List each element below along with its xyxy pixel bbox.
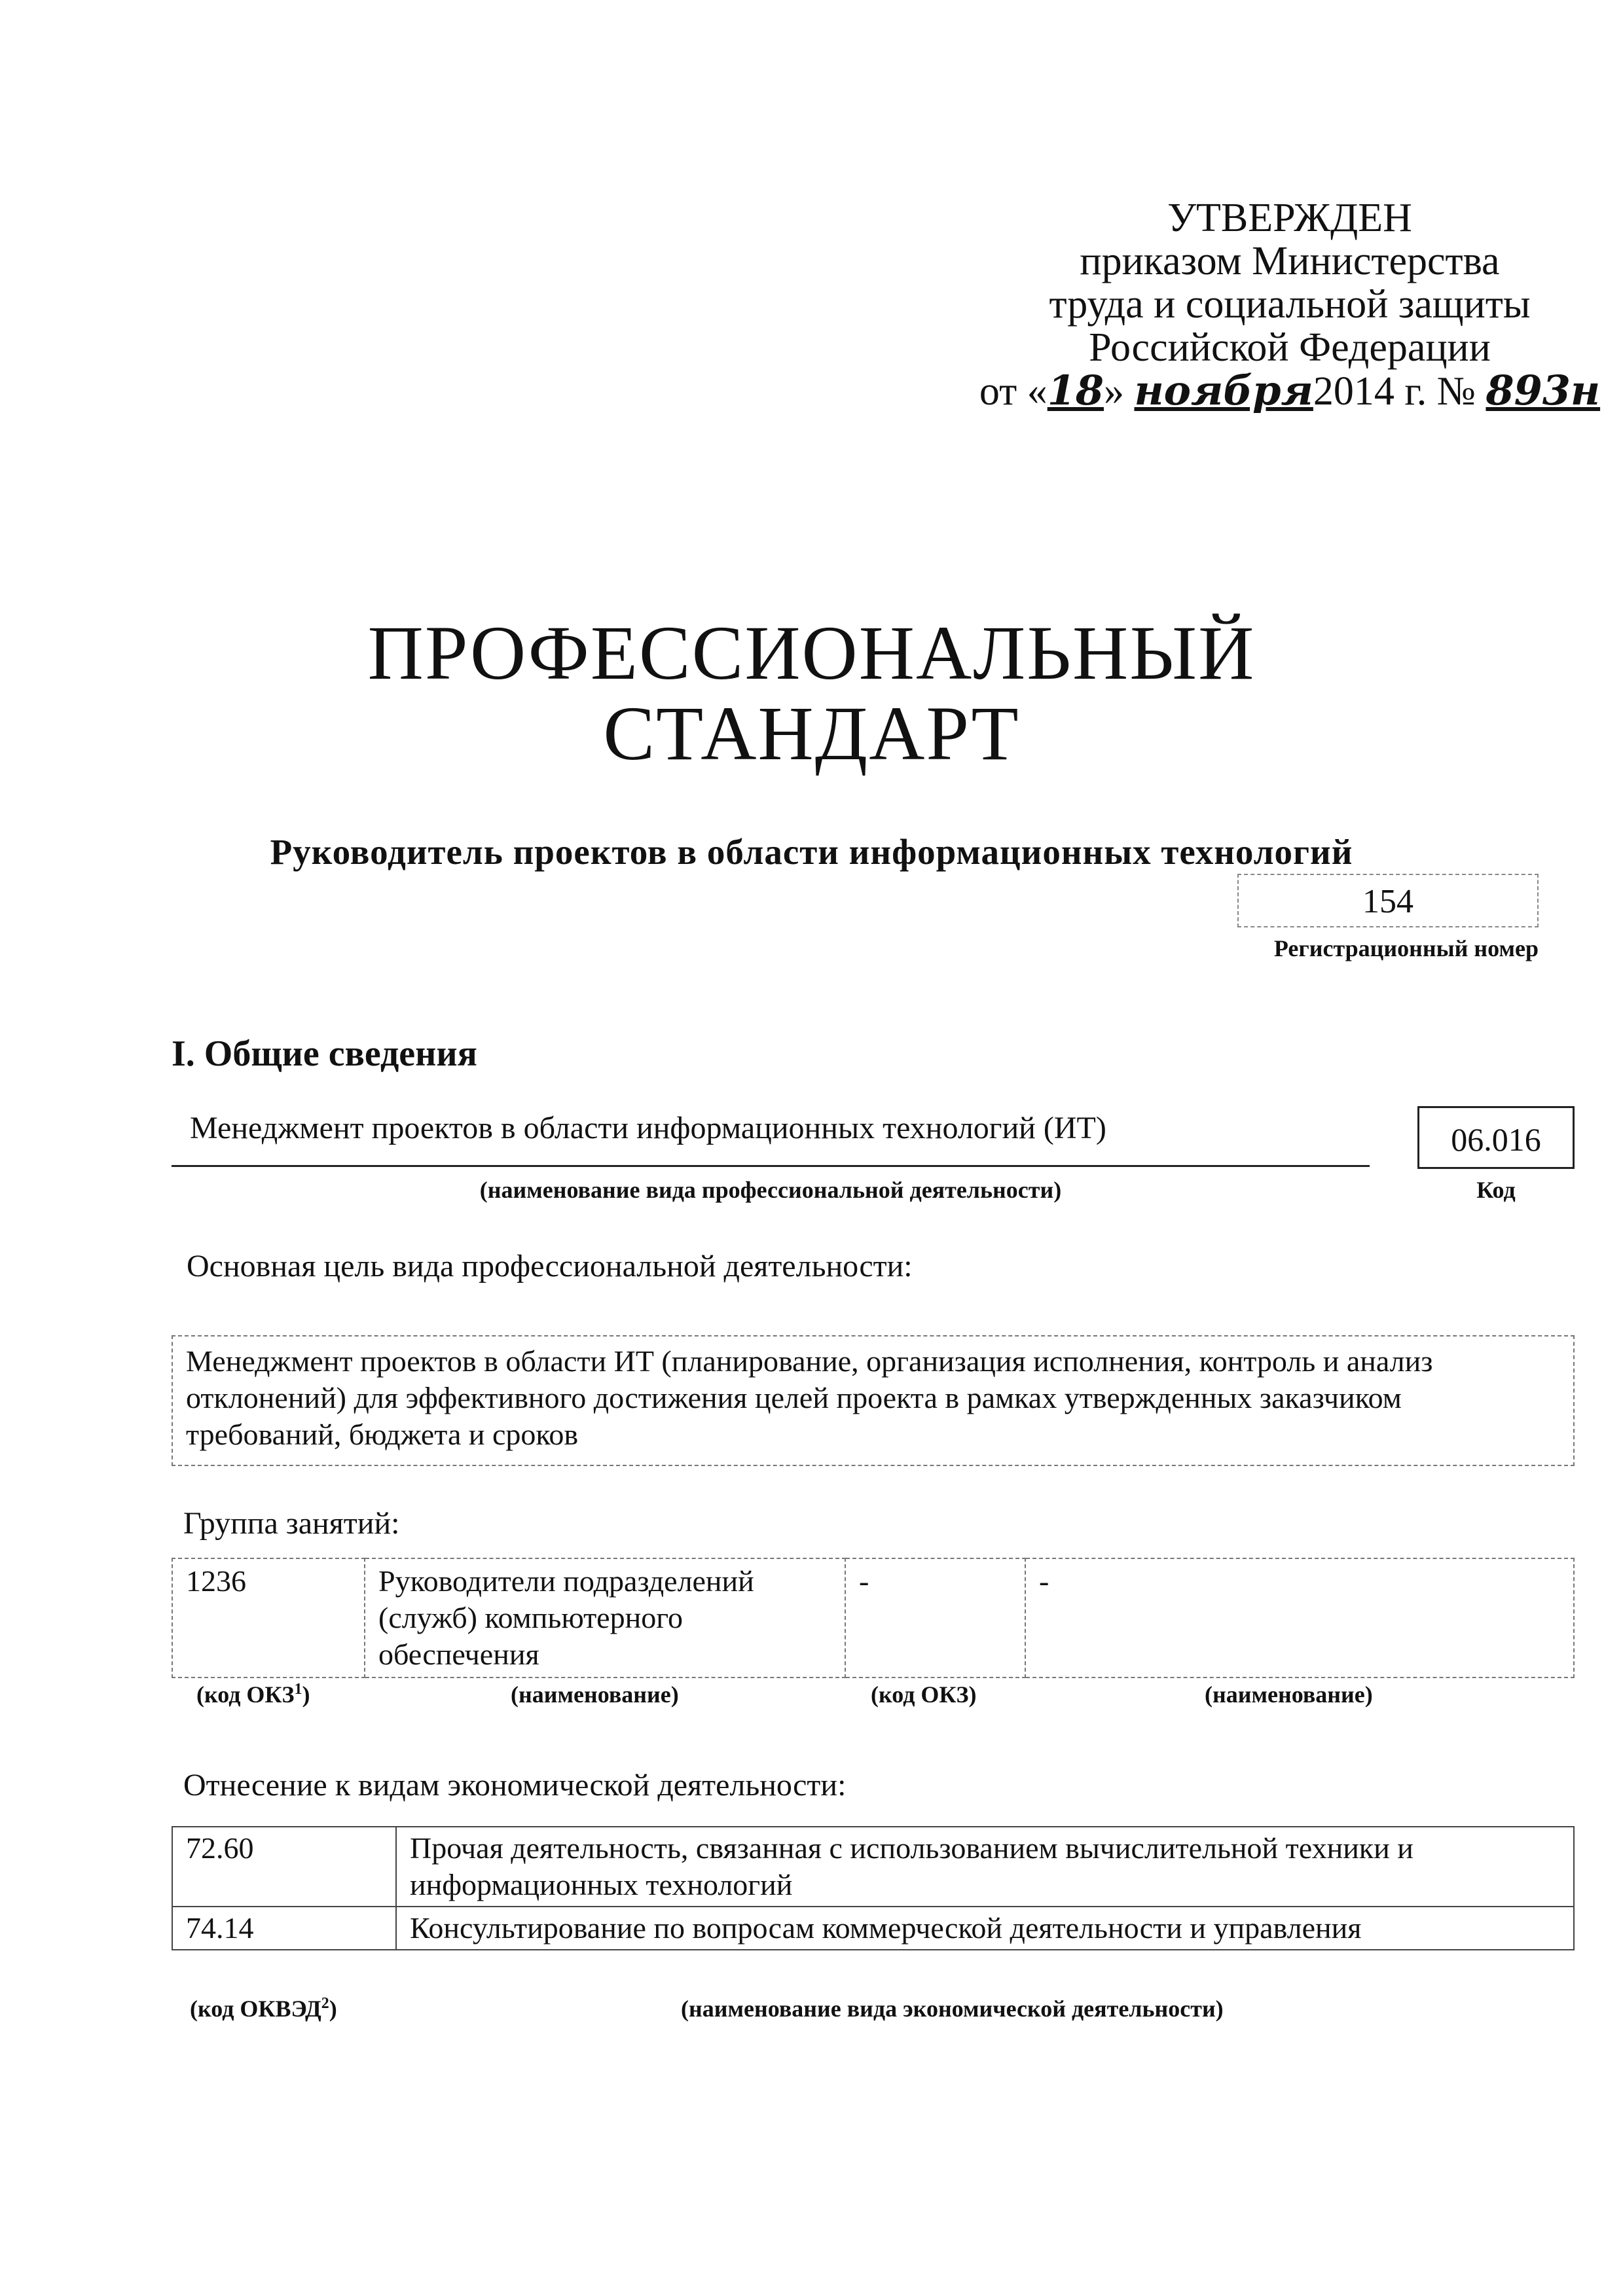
- activity-code: 06.016: [1451, 1121, 1541, 1158]
- caption-okved-code-text: (код ОКВЭД: [190, 1996, 321, 2022]
- caption-okz-name: (наименование): [511, 1681, 679, 1708]
- okz-code: 1236: [172, 1558, 365, 1677]
- document-title-line2: СТАНДАРТ: [603, 691, 1020, 776]
- activity-name: Менеджмент проектов в области информационных технологий (ИТ): [190, 1111, 1106, 1145]
- approval-heading: УТВЕРЖДЕН: [1167, 196, 1412, 240]
- caption-okved-name: (наименование вида экономической деятельности): [681, 1996, 1224, 2022]
- okved-code: 72.60: [172, 1827, 396, 1907]
- occupation-group-table: [172, 1558, 1575, 1678]
- registration-number-box: [1237, 874, 1539, 927]
- approval-line-federation: Российской Федерации: [1089, 325, 1491, 370]
- economic-activity-table: [172, 1826, 1575, 1950]
- goal-box: [172, 1335, 1575, 1466]
- order-number: 893н: [1486, 367, 1601, 414]
- activity-code-label: Код: [1476, 1177, 1516, 1203]
- activity-code-box: [1417, 1106, 1575, 1169]
- registration-number-label: Регистрационный номер: [1273, 935, 1539, 961]
- table-row: [172, 1558, 1574, 1677]
- date-prefix: от «: [979, 369, 1048, 414]
- document-title-line1: ПРОФЕССИОНАЛЬНЫЙ: [367, 610, 1256, 696]
- activity-caption: (наименование вида профессиональной деятельности): [479, 1177, 1062, 1203]
- caption-okved-code: [190, 1995, 337, 2022]
- section-heading: I. Общие сведения: [172, 1033, 477, 1074]
- approval-line-ministry: приказом Министерства: [1080, 239, 1500, 283]
- caption-okz-code: [196, 1681, 310, 1708]
- approval-block: [969, 196, 1611, 413]
- okz-code-2: -: [845, 1558, 1025, 1677]
- okved-code: 74.14: [172, 1907, 396, 1950]
- group-label: Группа занятий:: [183, 1506, 400, 1541]
- registration-number: 154: [1362, 883, 1413, 920]
- econ-label: Отнесение к видам экономической деятельности:: [183, 1768, 847, 1803]
- approval-date-line: [969, 369, 1611, 413]
- caption-okz-code-text: (код ОКЗ: [196, 1681, 295, 1708]
- table-row: [172, 1907, 1574, 1950]
- okved-name: Прочая деятельность, связанная с использованием вычислительной техники и информационных технологий: [396, 1827, 1574, 1907]
- caption-okved-code-end: ): [329, 1996, 337, 2022]
- footnote-marker-1: 1: [294, 1681, 302, 1698]
- date-month: ноября: [1134, 367, 1313, 414]
- caption-okz-code-end: ): [302, 1681, 310, 1708]
- goal-text: Менеджмент проектов в области ИТ (планирование, организация исполнения, контроль и анализ отклонений) для эффективного достижения целей проекта в рамках утвержденных заказчиком требований, бюджета и сроков: [186, 1344, 1433, 1451]
- goal-label: Основная цель вида профессиональной деятельности:: [187, 1249, 913, 1283]
- date-mid: »: [1103, 369, 1124, 414]
- caption-okz-name-2: (наименование): [1205, 1681, 1373, 1708]
- table-row: [172, 1827, 1574, 1907]
- date-year: 2014 г. №: [1313, 369, 1476, 414]
- standard-subtitle: Руководитель проектов в области информационных технологий: [270, 832, 1353, 872]
- approval-line-labor: труда и социальной защиты: [1049, 282, 1531, 327]
- caption-okz-code-2: (код ОКЗ): [871, 1681, 977, 1708]
- okz-name-2: -: [1025, 1558, 1574, 1677]
- footnote-marker-2: 2: [321, 1995, 329, 2012]
- okved-name: Консультирование по вопросам коммерческой деятельности и управления: [396, 1907, 1574, 1950]
- okz-name: Руководители подразделений (служб) компьютерного обеспечения: [365, 1558, 845, 1677]
- date-day: 18: [1047, 367, 1104, 414]
- activity-underline: [172, 1165, 1370, 1167]
